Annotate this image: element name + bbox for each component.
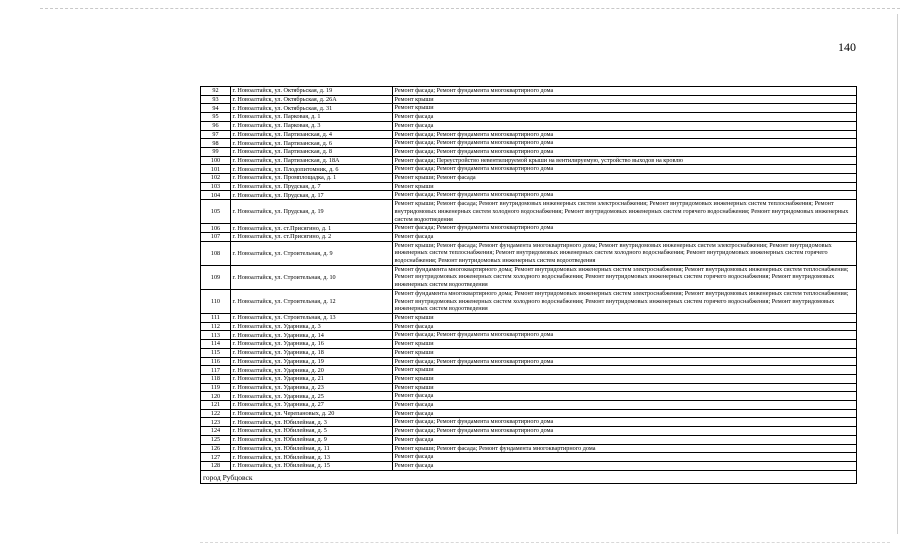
table-row [201,182,857,191]
row-address: г. Новоалтайск, ул. Строительная, д. 13 [231,313,393,322]
row-works: Ремонт фасада; Ремонт фундамента многоквартирного дома [393,418,857,427]
row-number: 97 [201,130,231,139]
table-row [201,418,857,427]
row-number: 113 [201,331,231,340]
table-row [201,348,857,357]
table-row [201,147,857,156]
row-address: г. Новоалтайск, ул. Черепановых, д. 20 [231,409,393,418]
row-number: 102 [201,174,231,183]
row-number: 109 [201,265,231,289]
row-number: 115 [201,348,231,357]
row-number: 114 [201,340,231,349]
row-address: г. Новоалтайск, ул. Юбилейная, д. 15 [231,461,393,470]
row-number: 103 [201,182,231,191]
row-works: Ремонт фасада [393,461,857,470]
table-row [201,435,857,444]
row-address: г. Новоалтайск, ул. Ударника, д. 19 [231,357,393,366]
table-row [201,322,857,331]
row-works: Ремонт крыши [393,374,857,383]
table-row [201,401,857,410]
row-address: г. Новоалтайск, ул. Юбилейная, д. 11 [231,444,393,453]
row-number: 118 [201,374,231,383]
table-row [201,374,857,383]
table-row [201,191,857,200]
table-body [201,87,857,471]
row-works: Ремонт фасада [393,113,857,122]
table-row [201,409,857,418]
row-number: 108 [201,241,231,265]
row-works: Ремонт фасада; Ремонт фундамента многоквартирного дома [393,130,857,139]
table-row [201,313,857,322]
table-row [201,174,857,183]
row-works: Ремонт крыши; Ремонт фасада; Ремонт фундамента многоквартирного дома; Ремонт внутридомовых инженерных систем электроснабжения; Ремонт внутридомовых инженерных систем теплоснабжения; Ремонт внутридомовых инженерных систем холодного водоснабжения; Ремонт внутридомовых инженерных систем горячего водоснабжения; Ремонт внутридомовых инженерных систем водоотведения [393,241,857,265]
row-works: Ремонт фасада; Ремонт фундамента многоквартирного дома [393,331,857,340]
scan-edge-bottom [200,542,890,543]
row-address: г. Новоалтайск, ул. Юбилейная, д. 9 [231,435,393,444]
table-row [201,95,857,104]
row-number: 106 [201,224,231,233]
row-number: 124 [201,427,231,436]
row-works: Ремонт фасада; Переустройство невентилируемой крыши на вентилируемую, устройство выходов на кровлю [393,156,857,165]
row-works: Ремонт фасада; Ремонт фундамента многоквартирного дома [393,139,857,148]
row-number: 117 [201,366,231,375]
row-address: г. Новоалтайск, ул. Строительная, д. 10 [231,265,393,289]
row-number: 107 [201,232,231,241]
table-row [201,113,857,122]
row-number: 100 [201,156,231,165]
row-works: Ремонт фасада [393,453,857,462]
section-title: город Рубцовск [203,473,253,482]
row-works: Ремонт фасада; Ремонт фундамента многоквартирного дома [393,147,857,156]
row-works: Ремонт фасада; Ремонт фундамента многоквартирного дома [393,191,857,200]
row-address: г. Новоалтайск, ул. Партизанская, д. 8 [231,147,393,156]
row-works: Ремонт фасада [393,392,857,401]
row-address: г. Новоалтайск, ул. Октябрьская, д. 19 [231,87,393,96]
row-address: г. Новоалтайск, ул. ст.Присягино, д. 1 [231,224,393,233]
row-address: г. Новоалтайск, ул. Парковая, д. 1 [231,113,393,122]
row-address: г. Новоалтайск, ул. Прудская, д. 19 [231,200,393,224]
table-row [201,87,857,96]
row-address: г. Новоалтайск, ул. Парковая, д. 3 [231,121,393,130]
row-address: г. Новоалтайск, ул. Октябрьская, д. 31 [231,104,393,113]
row-address: г. Новоалтайск, ул. Прудская, д. 17 [231,191,393,200]
table-row [201,165,857,174]
row-address: г. Новоалтайск, ул. Юбилейная, д. 13 [231,453,393,462]
table-row [201,265,857,289]
row-number: 99 [201,147,231,156]
row-address: г. Новоалтайск, ул. Ударника, д. 23 [231,383,393,392]
table-row [201,121,857,130]
row-address: г. Новоалтайск, ул. Октябрьская, д. 26А [231,95,393,104]
table-row [201,357,857,366]
row-number: 121 [201,401,231,410]
scan-edge-right [897,14,898,534]
repair-works-table [200,86,857,471]
table-row [201,366,857,375]
table-row [201,156,857,165]
row-number: 111 [201,313,231,322]
row-number: 93 [201,95,231,104]
table-row [201,392,857,401]
row-works: Ремонт фундамента многоквартирного дома; Ремонт внутридомовых инженерных систем электроснабжения; Ремонт внутридомовых инженерных систем теплоснабжения; Ремонт внутридомовых инженерных систем холодного водоснабжения; Ремонт внутридомовых инженерных систем горячего водоснабжения; Ремонт внутридомовых инженерных систем водоотведения [393,289,857,313]
row-address: г. Новоалтайск, ул. Строительная, д. 9 [231,241,393,265]
row-address: г. Новоалтайск, ул. Ударника, д. 25 [231,392,393,401]
row-works: Ремонт фасада [393,435,857,444]
row-address: г. Новоалтайск, ул. Партизанская, д. 4 [231,130,393,139]
row-number: 94 [201,104,231,113]
table-row [201,130,857,139]
page-number: 140 [838,40,856,54]
row-works: Ремонт фасада; Ремонт фундамента многоквартирного дома [393,87,857,96]
row-works: Ремонт фасада; Ремонт фундамента многоквартирного дома [393,224,857,233]
row-number: 127 [201,453,231,462]
row-number: 128 [201,461,231,470]
row-works: Ремонт фасада [393,232,857,241]
row-number: 92 [201,87,231,96]
row-works: Ремонт крыши [393,95,857,104]
row-works: Ремонт крыши [393,383,857,392]
row-works: Ремонт фасада; Ремонт фундамента многоквартирного дома [393,357,857,366]
row-number: 126 [201,444,231,453]
table-row [201,104,857,113]
row-address: г. Новоалтайск, ул. Ударника, д. 16 [231,340,393,349]
row-works: Ремонт фасада; Ремонт фундамента многоквартирного дома [393,427,857,436]
row-number: 96 [201,121,231,130]
row-works: Ремонт фасада [393,409,857,418]
row-works: Ремонт крыши [393,104,857,113]
row-address: г. Новоалтайск, ул. Ударника, д. 21 [231,374,393,383]
row-works: Ремонт крыши; Ремонт фасада; Ремонт фундамента многоквартирного дома [393,444,857,453]
table-row [201,224,857,233]
row-works: Ремонт крыши [393,313,857,322]
table-row [201,289,857,313]
row-number: 116 [201,357,231,366]
row-address: г. Новоалтайск, ул. Ударника, д. 27 [231,401,393,410]
row-address: г. Новоалтайск, ул. Партизанская, д. 6 [231,139,393,148]
table-row [201,200,857,224]
section-row [200,470,857,484]
row-address: г. Новоалтайск, ул. Ударника, д. 20 [231,366,393,375]
row-address: г. Новоалтайск, ул. Строительная, д. 12 [231,289,393,313]
row-number: 98 [201,139,231,148]
row-works: Ремонт фасада [393,322,857,331]
row-number: 104 [201,191,231,200]
row-address: г. Новоалтайск, ул. Юбилейная, д. 3 [231,418,393,427]
row-works: Ремонт крыши [393,182,857,191]
table-row [201,444,857,453]
row-number: 112 [201,322,231,331]
row-works: Ремонт фундамента многоквартирного дома; Ремонт внутридомовых инженерных систем электроснабжения; Ремонт внутридомовых инженерных систем теплоснабжения; Ремонт внутридомовых инженерных систем холодного водоснабжения; Ремонт внутридомовых инженерных систем горячего водоснабжения; Ремонт внутридомовых инженерных систем водоотведения [393,265,857,289]
row-number: 101 [201,165,231,174]
row-works: Ремонт крыши; Ремонт фасада [393,174,857,183]
row-number: 125 [201,435,231,444]
row-number: 123 [201,418,231,427]
row-address: г. Новоалтайск, ул. ст.Присягино, д. 2 [231,232,393,241]
row-works: Ремонт фасада [393,121,857,130]
row-number: 110 [201,289,231,313]
table-row [201,340,857,349]
row-works: Ремонт крыши; Ремонт фасада; Ремонт внутридомовых инженерных систем электроснабжения; Ремонт внутридомовых инженерных систем теплоснабжения; Ремонт внутридомовых инженерных систем холодного водоснабжения; Ремонт внутридомовых инженерных систем горячего водоснабжения; Ремонт внутридомовых инженерных систем водоотведения [393,200,857,224]
row-number: 95 [201,113,231,122]
row-number: 122 [201,409,231,418]
row-address: г. Новоалтайск, ул. Плодопитомник, д. 6 [231,165,393,174]
row-address: г. Новоалтайск, ул. Ударника, д. 18 [231,348,393,357]
table-row [201,453,857,462]
row-number: 120 [201,392,231,401]
row-address: г. Новоалтайск, ул. Юбилейная, д. 5 [231,427,393,436]
row-works: Ремонт крыши [393,340,857,349]
row-address: г. Новоалтайск, ул. Ударника, д. 14 [231,331,393,340]
table-row [201,241,857,265]
scan-edge-top [40,8,900,9]
table-row [201,232,857,241]
row-address: г. Новоалтайск, ул. Партизанская, д. 18А [231,156,393,165]
table-row [201,427,857,436]
row-number: 119 [201,383,231,392]
table-row [201,383,857,392]
row-address: г. Новоалтайск, ул. Ударника, д. 3 [231,322,393,331]
table-row [201,139,857,148]
row-works: Ремонт крыши [393,366,857,375]
row-address: г. Новоалтайск, ул. Промплощадка, д. 1 [231,174,393,183]
row-works: Ремонт крыши [393,348,857,357]
row-works: Ремонт фасада [393,401,857,410]
row-works: Ремонт фасада; Ремонт фундамента многоквартирного дома [393,165,857,174]
row-address: г. Новоалтайск, ул. Прудская, д. 7 [231,182,393,191]
row-number: 105 [201,200,231,224]
table-row [201,331,857,340]
